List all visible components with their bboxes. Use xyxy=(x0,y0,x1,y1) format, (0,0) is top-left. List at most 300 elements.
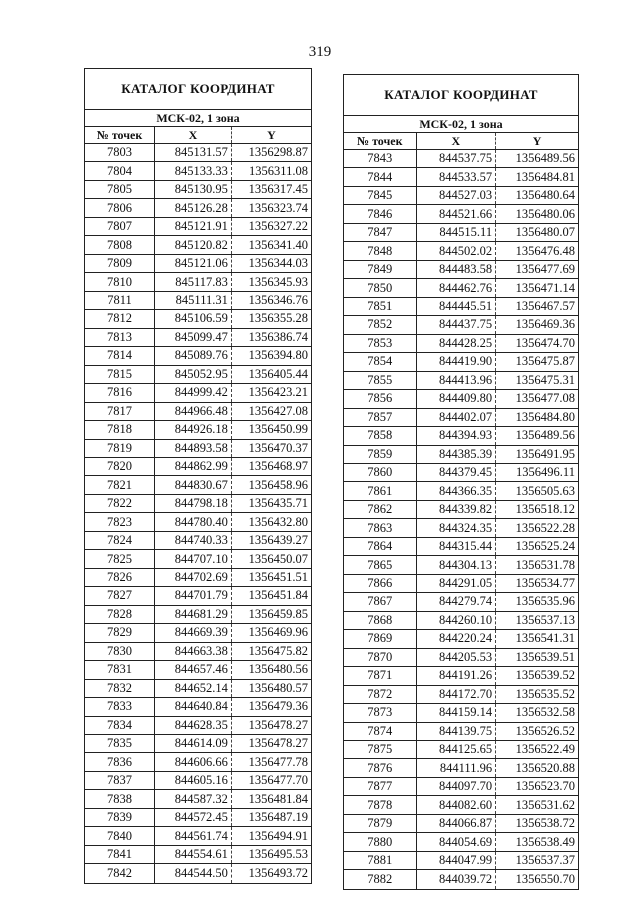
x-coordinate-cell: 845106.59 xyxy=(155,310,232,327)
point-number-cell: 7837 xyxy=(85,772,155,789)
point-number-cell: 7831 xyxy=(85,661,155,678)
y-coordinate-cell: 1356537.37 xyxy=(515,853,575,868)
table-row xyxy=(85,550,311,568)
point-number-cell: 7858 xyxy=(344,427,417,444)
table-row xyxy=(344,335,578,353)
header-point-number: № точек xyxy=(344,133,417,149)
coordinate-catalog-left xyxy=(84,68,312,884)
point-number-cell: 7834 xyxy=(85,717,155,734)
table-row xyxy=(85,421,311,439)
y-coordinate-cell: 1356496.11 xyxy=(516,465,575,480)
point-number-cell: 7826 xyxy=(85,569,155,586)
table-row xyxy=(85,218,311,236)
y-coordinate-cell: 1356477.08 xyxy=(515,391,575,406)
x-coordinate-cell: 844966.48 xyxy=(155,403,232,420)
y-coordinate-cell: 1356495.53 xyxy=(248,847,308,862)
point-number-cell: 7879 xyxy=(344,815,417,832)
point-number-cell: 7827 xyxy=(85,587,155,604)
x-coordinate-cell: 844640.84 xyxy=(155,698,232,715)
x-coordinate-cell: 844669.39 xyxy=(155,624,232,641)
x-coordinate-cell: 845121.06 xyxy=(155,255,232,272)
point-number-cell: 7807 xyxy=(85,218,155,235)
point-number-cell: 7830 xyxy=(85,643,155,660)
x-coordinate-cell: 844339.82 xyxy=(417,501,497,518)
point-number-cell: 7851 xyxy=(344,298,417,315)
x-coordinate-cell: 844379.45 xyxy=(417,464,497,481)
y-coordinate-cell: 1356327.22 xyxy=(248,219,308,234)
y-coordinate-cell: 1356541.31 xyxy=(515,631,575,646)
y-coordinate-cell: 1356535.52 xyxy=(515,686,575,701)
y-coordinate-cell: 1356474.70 xyxy=(515,335,575,350)
x-coordinate-cell: 844605.16 xyxy=(155,772,232,789)
table-row xyxy=(85,661,311,679)
point-number-cell: 7873 xyxy=(344,704,417,721)
x-coordinate-cell: 844437.75 xyxy=(417,316,497,333)
table-row xyxy=(344,723,578,741)
x-coordinate-cell: 844047.99 xyxy=(417,852,497,869)
table-row xyxy=(344,242,578,260)
y-coordinate-cell: 1356450.07 xyxy=(248,551,308,566)
y-coordinate-cell: 1356479.36 xyxy=(248,699,308,714)
point-number-cell: 7803 xyxy=(85,144,155,161)
table-row xyxy=(85,772,311,790)
y-coordinate-cell: 1356550.70 xyxy=(515,872,575,887)
table-row xyxy=(85,273,311,291)
table-row xyxy=(344,316,578,334)
point-number-cell: 7842 xyxy=(85,864,155,882)
point-number-cell: 7806 xyxy=(85,199,155,216)
table-row xyxy=(85,735,311,753)
point-number-cell: 7835 xyxy=(85,735,155,752)
x-coordinate-cell: 844366.35 xyxy=(417,482,497,499)
y-coordinate-cell: 1356432.80 xyxy=(248,514,308,529)
table-row xyxy=(344,501,578,519)
x-coordinate-cell: 845131.57 xyxy=(155,144,232,161)
table-row xyxy=(344,427,578,445)
x-coordinate-cell: 844515.11 xyxy=(417,224,497,241)
y-coordinate-cell: 1356423.21 xyxy=(248,385,308,400)
table-row xyxy=(344,704,578,722)
table-row xyxy=(85,144,311,162)
y-coordinate-cell: 1356355.28 xyxy=(248,311,308,326)
table-row xyxy=(85,753,311,771)
point-number-cell: 7859 xyxy=(344,446,417,463)
table-row xyxy=(85,624,311,642)
catalog-header-row xyxy=(344,133,578,150)
x-coordinate-cell: 844537.75 xyxy=(417,150,497,167)
table-row xyxy=(344,759,578,777)
y-coordinate-cell: 1356494.91 xyxy=(248,828,308,843)
table-row xyxy=(344,852,578,870)
y-coordinate-cell: 1356311.08 xyxy=(249,163,308,178)
table-row xyxy=(344,168,578,186)
point-number-cell: 7878 xyxy=(344,796,417,813)
table-row xyxy=(344,298,578,316)
table-row xyxy=(85,680,311,698)
x-coordinate-cell: 844385.39 xyxy=(417,446,497,463)
table-row xyxy=(344,686,578,704)
x-coordinate-cell: 844191.26 xyxy=(417,667,497,684)
point-number-cell: 7850 xyxy=(344,279,417,296)
point-number-cell: 7880 xyxy=(344,833,417,850)
y-coordinate-cell: 1356522.49 xyxy=(515,742,575,757)
y-coordinate-cell: 1356480.64 xyxy=(515,188,575,203)
table-row xyxy=(85,698,311,716)
x-coordinate-cell: 844054.69 xyxy=(417,833,497,850)
point-number-cell: 7828 xyxy=(85,606,155,623)
y-coordinate-cell: 1356532.58 xyxy=(515,705,575,720)
point-number-cell: 7867 xyxy=(344,593,417,610)
y-coordinate-cell: 1356480.57 xyxy=(248,680,308,695)
point-number-cell: 7869 xyxy=(344,630,417,647)
x-coordinate-cell: 844205.53 xyxy=(417,649,497,666)
y-coordinate-cell: 1356537.13 xyxy=(515,612,575,627)
x-coordinate-cell: 844394.93 xyxy=(417,427,497,444)
table-row xyxy=(344,372,578,390)
x-coordinate-cell: 844521.66 xyxy=(417,205,497,222)
x-coordinate-cell: 844413.96 xyxy=(417,372,497,389)
x-coordinate-cell: 844483.58 xyxy=(417,261,497,278)
y-coordinate-cell: 1356526.52 xyxy=(515,723,575,738)
x-coordinate-cell: 844082.60 xyxy=(417,796,497,813)
table-row xyxy=(85,458,311,476)
coordinate-catalog-right xyxy=(343,74,579,890)
y-coordinate-cell: 1356539.52 xyxy=(515,668,575,683)
y-coordinate-cell: 1356480.56 xyxy=(248,662,308,677)
point-number-cell: 7864 xyxy=(344,538,417,555)
x-coordinate-cell: 844681.29 xyxy=(155,606,232,623)
table-row xyxy=(85,199,311,217)
y-coordinate-cell: 1356344.03 xyxy=(248,256,308,271)
point-number-cell: 7841 xyxy=(85,846,155,863)
table-row xyxy=(85,329,311,347)
y-coordinate-cell: 1356470.37 xyxy=(248,440,308,455)
point-number-cell: 7832 xyxy=(85,680,155,697)
y-coordinate-cell: 1356523.70 xyxy=(515,779,575,794)
header-x: X xyxy=(417,133,497,149)
y-coordinate-cell: 1356469.36 xyxy=(515,317,575,332)
point-number-cell: 7823 xyxy=(85,513,155,530)
x-coordinate-cell: 844999.42 xyxy=(155,384,232,401)
point-number-cell: 7820 xyxy=(85,458,155,475)
x-coordinate-cell: 844780.40 xyxy=(155,513,232,530)
x-coordinate-cell: 844291.05 xyxy=(417,575,497,592)
catalog-body xyxy=(344,150,578,889)
x-coordinate-cell: 845121.91 xyxy=(155,218,232,235)
y-coordinate-cell: 1356450.99 xyxy=(248,422,308,437)
table-row xyxy=(344,224,578,242)
table-row xyxy=(344,187,578,205)
table-row xyxy=(85,384,311,402)
x-coordinate-cell: 845052.95 xyxy=(155,366,232,383)
x-coordinate-cell: 845130.95 xyxy=(155,181,232,198)
y-coordinate-cell: 1356525.24 xyxy=(515,539,575,554)
y-coordinate-cell: 1356480.07 xyxy=(515,225,575,240)
point-number-cell: 7875 xyxy=(344,741,417,758)
y-coordinate-cell: 1356489.56 xyxy=(515,151,575,166)
point-number-cell: 7876 xyxy=(344,759,417,776)
y-coordinate-cell: 1356484.81 xyxy=(515,169,575,184)
point-number-cell: 7825 xyxy=(85,550,155,567)
table-row xyxy=(85,181,311,199)
table-row xyxy=(344,796,578,814)
x-coordinate-cell: 844111.96 xyxy=(417,759,497,776)
y-coordinate-cell: 1356484.80 xyxy=(515,409,575,424)
point-number-cell: 7881 xyxy=(344,852,417,869)
x-coordinate-cell: 844462.76 xyxy=(417,279,497,296)
table-row xyxy=(344,446,578,464)
x-coordinate-cell: 844606.66 xyxy=(155,753,232,770)
y-coordinate-cell: 1356323.74 xyxy=(248,200,308,215)
x-coordinate-cell: 844402.07 xyxy=(417,409,497,426)
point-number-cell: 7836 xyxy=(85,753,155,770)
x-coordinate-cell: 844428.25 xyxy=(417,335,497,352)
x-coordinate-cell: 844707.10 xyxy=(155,550,232,567)
point-number-cell: 7882 xyxy=(344,870,417,888)
x-coordinate-cell: 844830.67 xyxy=(155,476,232,493)
table-row xyxy=(344,833,578,851)
y-coordinate-cell: 1356471.14 xyxy=(515,280,575,295)
table-row xyxy=(85,476,311,494)
table-row xyxy=(85,809,311,827)
point-number-cell: 7843 xyxy=(344,150,417,167)
header-y: Y xyxy=(532,133,542,148)
page-number: 319 xyxy=(308,44,332,60)
x-coordinate-cell: 845117.83 xyxy=(155,273,232,290)
y-coordinate-cell: 1356518.12 xyxy=(515,502,575,517)
x-coordinate-cell: 844409.80 xyxy=(417,390,497,407)
x-coordinate-cell: 844701.79 xyxy=(155,587,232,604)
x-coordinate-cell: 844587.32 xyxy=(155,790,232,807)
point-number-cell: 7818 xyxy=(85,421,155,438)
point-number-cell: 7838 xyxy=(85,790,155,807)
header-x: X xyxy=(155,127,232,143)
y-coordinate-cell: 1356531.78 xyxy=(515,557,575,572)
y-coordinate-cell: 1356451.84 xyxy=(248,588,308,603)
point-number-cell: 7840 xyxy=(85,827,155,844)
table-row xyxy=(344,778,578,796)
y-coordinate-cell: 1356539.51 xyxy=(515,649,575,664)
point-number-cell: 7833 xyxy=(85,698,155,715)
x-coordinate-cell: 844445.51 xyxy=(417,298,497,315)
y-coordinate-cell: 1356439.27 xyxy=(248,533,308,548)
x-coordinate-cell: 844220.24 xyxy=(417,630,497,647)
point-number-cell: 7870 xyxy=(344,649,417,666)
table-row xyxy=(344,482,578,500)
y-coordinate-cell: 1356493.72 xyxy=(248,866,308,881)
table-row xyxy=(85,532,311,550)
point-number-cell: 7839 xyxy=(85,809,155,826)
y-coordinate-cell: 1356531.62 xyxy=(515,797,575,812)
table-row xyxy=(344,150,578,168)
table-row xyxy=(85,717,311,735)
y-coordinate-cell: 1356475.82 xyxy=(248,643,308,658)
y-coordinate-cell: 1356341.40 xyxy=(248,237,308,252)
header-y: Y xyxy=(267,127,276,142)
table-row xyxy=(85,236,311,254)
point-number-cell: 7814 xyxy=(85,347,155,364)
y-coordinate-cell: 1356459.85 xyxy=(248,606,308,621)
point-number-cell: 7855 xyxy=(344,372,417,389)
point-number-cell: 7822 xyxy=(85,495,155,512)
table-row xyxy=(344,464,578,482)
table-row xyxy=(85,790,311,808)
x-coordinate-cell: 844279.74 xyxy=(417,593,497,610)
table-row xyxy=(85,310,311,328)
table-row xyxy=(344,630,578,648)
table-row xyxy=(85,569,311,587)
point-number-cell: 7821 xyxy=(85,476,155,493)
catalog-subtitle: МСК-02, 1 зона xyxy=(85,110,311,127)
y-coordinate-cell: 1356478.27 xyxy=(248,736,308,751)
table-row xyxy=(344,279,578,297)
point-number-cell: 7853 xyxy=(344,335,417,352)
point-number-cell: 7848 xyxy=(344,242,417,259)
table-row xyxy=(344,261,578,279)
x-coordinate-cell: 844125.65 xyxy=(417,741,497,758)
table-row xyxy=(344,612,578,630)
y-coordinate-cell: 1356489.56 xyxy=(515,428,575,443)
y-coordinate-cell: 1356467.57 xyxy=(515,298,575,313)
table-row xyxy=(344,667,578,685)
table-row xyxy=(344,205,578,223)
y-coordinate-cell: 1356534.77 xyxy=(515,576,575,591)
point-number-cell: 7866 xyxy=(344,575,417,592)
x-coordinate-cell: 844315.44 xyxy=(417,538,497,555)
y-coordinate-cell: 1356405.44 xyxy=(248,366,308,381)
catalog-subtitle: МСК-02, 1 зона xyxy=(344,116,578,133)
x-coordinate-cell: 844554.61 xyxy=(155,846,232,863)
x-coordinate-cell: 844304.13 xyxy=(417,556,497,573)
point-number-cell: 7860 xyxy=(344,464,417,481)
y-coordinate-cell: 1356522.28 xyxy=(515,520,575,535)
point-number-cell: 7808 xyxy=(85,236,155,253)
x-coordinate-cell: 844139.75 xyxy=(417,723,497,740)
x-coordinate-cell: 844527.03 xyxy=(417,187,497,204)
y-coordinate-cell: 1356394.80 xyxy=(248,348,308,363)
catalog-header-row xyxy=(85,127,311,144)
point-number-cell: 7871 xyxy=(344,667,417,684)
point-number-cell: 7824 xyxy=(85,532,155,549)
x-coordinate-cell: 844893.58 xyxy=(155,440,232,457)
y-coordinate-cell: 1356469.96 xyxy=(248,625,308,640)
y-coordinate-cell: 1356475.87 xyxy=(515,354,575,369)
table-row xyxy=(85,513,311,531)
x-coordinate-cell: 844628.35 xyxy=(155,717,232,734)
header-point-number: № точек xyxy=(85,127,155,143)
y-coordinate-cell: 1356480.06 xyxy=(515,206,575,221)
x-coordinate-cell: 844097.70 xyxy=(417,778,497,795)
point-number-cell: 7805 xyxy=(85,181,155,198)
x-coordinate-cell: 844798.18 xyxy=(155,495,232,512)
x-coordinate-cell: 844066.87 xyxy=(417,815,497,832)
y-coordinate-cell: 1356538.72 xyxy=(515,816,575,831)
y-coordinate-cell: 1356535.96 xyxy=(515,594,575,609)
point-number-cell: 7872 xyxy=(344,686,417,703)
table-row xyxy=(344,556,578,574)
x-coordinate-cell: 844862.99 xyxy=(155,458,232,475)
table-row xyxy=(85,587,311,605)
y-coordinate-cell: 1356451.51 xyxy=(248,570,308,585)
y-coordinate-cell: 1356468.97 xyxy=(248,459,308,474)
table-row xyxy=(85,403,311,421)
y-coordinate-cell: 1356520.88 xyxy=(515,760,575,775)
table-row xyxy=(85,292,311,310)
x-coordinate-cell: 845099.47 xyxy=(155,329,232,346)
x-coordinate-cell: 844159.14 xyxy=(417,704,497,721)
y-coordinate-cell: 1356427.08 xyxy=(248,403,308,418)
x-coordinate-cell: 844663.38 xyxy=(155,643,232,660)
table-row xyxy=(85,162,311,180)
table-row xyxy=(85,366,311,384)
point-number-cell: 7811 xyxy=(85,292,155,309)
x-coordinate-cell: 844614.09 xyxy=(155,735,232,752)
table-row xyxy=(85,827,311,845)
point-number-cell: 7868 xyxy=(344,612,417,629)
point-number-cell: 7846 xyxy=(344,205,417,222)
table-row xyxy=(344,409,578,427)
table-row xyxy=(344,538,578,556)
y-coordinate-cell: 1356475.31 xyxy=(515,372,575,387)
point-number-cell: 7854 xyxy=(344,353,417,370)
x-coordinate-cell: 844561.74 xyxy=(155,827,232,844)
x-coordinate-cell: 844740.33 xyxy=(155,532,232,549)
table-row xyxy=(85,347,311,365)
point-number-cell: 7812 xyxy=(85,310,155,327)
x-coordinate-cell: 845089.76 xyxy=(155,347,232,364)
point-number-cell: 7849 xyxy=(344,261,417,278)
table-row xyxy=(344,353,578,371)
y-coordinate-cell: 1356346.76 xyxy=(248,292,308,307)
table-row xyxy=(344,575,578,593)
point-number-cell: 7863 xyxy=(344,519,417,536)
x-coordinate-cell: 844324.35 xyxy=(417,519,497,536)
y-coordinate-cell: 1356298.87 xyxy=(248,145,308,160)
x-coordinate-cell: 844533.57 xyxy=(417,168,497,185)
table-row xyxy=(344,519,578,537)
point-number-cell: 7856 xyxy=(344,390,417,407)
y-coordinate-cell: 1356477.70 xyxy=(248,773,308,788)
x-coordinate-cell: 844926.18 xyxy=(155,421,232,438)
table-row xyxy=(344,741,578,759)
point-number-cell: 7829 xyxy=(85,624,155,641)
y-coordinate-cell: 1356317.45 xyxy=(248,182,308,197)
point-number-cell: 7815 xyxy=(85,366,155,383)
table-row xyxy=(344,815,578,833)
catalog-title: КАТАЛОГ КООРДИНАТ xyxy=(344,75,578,116)
point-number-cell: 7844 xyxy=(344,168,417,185)
x-coordinate-cell: 845120.82 xyxy=(155,236,232,253)
point-number-cell: 7847 xyxy=(344,224,417,241)
point-number-cell: 7804 xyxy=(85,162,155,179)
x-coordinate-cell: 844039.72 xyxy=(417,870,497,888)
point-number-cell: 7813 xyxy=(85,329,155,346)
table-row xyxy=(85,495,311,513)
point-number-cell: 7865 xyxy=(344,556,417,573)
table-row xyxy=(85,255,311,273)
y-coordinate-cell: 1356538.49 xyxy=(515,834,575,849)
table-row xyxy=(85,864,311,882)
x-coordinate-cell: 845126.28 xyxy=(155,199,232,216)
y-coordinate-cell: 1356478.27 xyxy=(248,717,308,732)
y-coordinate-cell: 1356386.74 xyxy=(248,329,308,344)
point-number-cell: 7809 xyxy=(85,255,155,272)
point-number-cell: 7845 xyxy=(344,187,417,204)
x-coordinate-cell: 845111.31 xyxy=(155,292,232,309)
y-coordinate-cell: 1356435.71 xyxy=(248,496,308,511)
point-number-cell: 7877 xyxy=(344,778,417,795)
y-coordinate-cell: 1356487.19 xyxy=(248,810,308,825)
